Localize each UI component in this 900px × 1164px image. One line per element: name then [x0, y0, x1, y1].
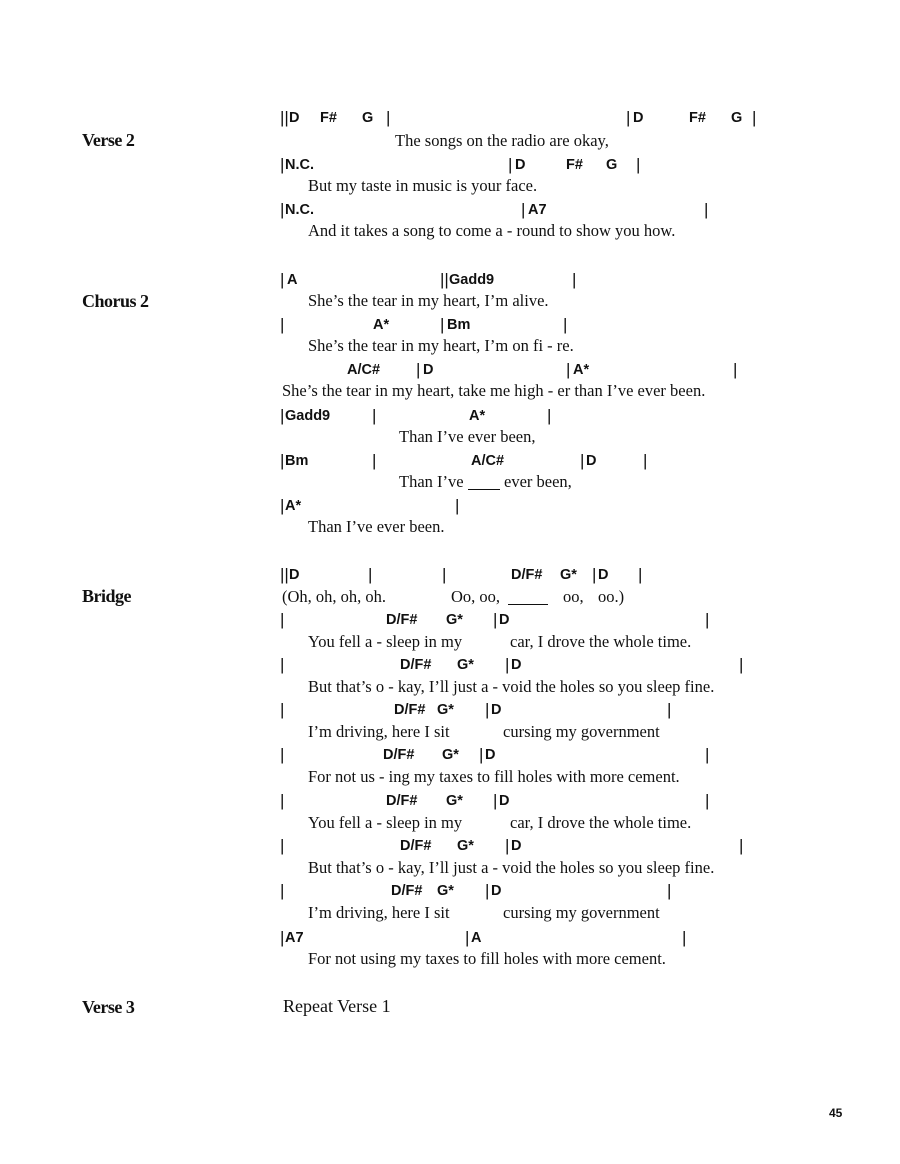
double-barline: ||: [280, 108, 289, 127]
chord: A7: [528, 202, 547, 218]
barline: |: [280, 745, 285, 764]
barline: |: [280, 700, 285, 719]
barline: |: [280, 155, 285, 174]
barline: |: [368, 565, 373, 584]
barline: |: [386, 108, 391, 127]
barline: |: [592, 565, 597, 584]
barline: |: [280, 315, 285, 334]
lyric-line: I’m driving, here I sit: [308, 722, 450, 741]
chord: D: [485, 747, 496, 763]
barline: |: [580, 451, 585, 470]
barline: |: [280, 406, 285, 425]
barline: |: [572, 270, 577, 289]
chord-line: [0, 657, 900, 677]
chord: D: [289, 567, 300, 583]
lyric-line: She’s the tear in my heart, I’m on fi - re.: [308, 336, 574, 355]
chord: D/F#: [391, 883, 423, 899]
barline: |: [440, 315, 445, 334]
lyric-line: car, I drove the whole time.: [510, 813, 692, 832]
section-label-verse-2: Verse 2: [82, 130, 135, 150]
lyric-line: Than I’ve ever been.: [308, 517, 445, 536]
barline: |: [485, 881, 490, 900]
chord-line: [0, 157, 900, 177]
melisma-line: [508, 604, 548, 605]
barline: |: [739, 655, 744, 674]
chord: A7: [285, 930, 304, 946]
chord: D: [511, 657, 522, 673]
barline: |: [493, 791, 498, 810]
chord: A/C#: [471, 453, 505, 469]
barline: |: [508, 155, 513, 174]
chord: G: [362, 110, 374, 126]
chord-line: [0, 747, 900, 767]
barline: |: [682, 928, 687, 947]
barline: |: [566, 360, 571, 379]
barline: |: [752, 108, 757, 127]
barline: |: [465, 928, 470, 947]
double-barline: ||: [280, 565, 289, 584]
chord: N.C.: [285, 157, 314, 173]
lyric-line: (Oh, oh, oh, oh.: [282, 587, 387, 606]
chord: D: [633, 110, 644, 126]
chord-line: [0, 498, 900, 518]
chord-line: [0, 702, 900, 722]
barline: |: [505, 836, 510, 855]
chord: A*: [285, 498, 302, 514]
lyric-line: Oo, oo,: [451, 587, 501, 606]
chord: A: [287, 272, 298, 288]
chord: D/F#: [394, 702, 426, 718]
barline: |: [505, 655, 510, 674]
chord: D/F#: [511, 567, 543, 583]
chord: Gadd9: [449, 272, 495, 288]
barline: |: [479, 745, 484, 764]
chord-line: [0, 272, 900, 292]
chord: G*: [437, 883, 454, 899]
barline: |: [626, 108, 631, 127]
barline: |: [739, 836, 744, 855]
chord: F#: [320, 110, 337, 126]
chord: G: [606, 157, 618, 173]
chord-line: [0, 317, 900, 337]
chord: D: [598, 567, 609, 583]
barline: |: [280, 451, 285, 470]
double-barline: ||: [440, 270, 449, 289]
barline: |: [638, 565, 643, 584]
barline: |: [280, 791, 285, 810]
lyric-line: oo,: [563, 587, 584, 606]
lyric-line: But that’s o - kay, I’ll just a - void the holes so you sleep fine.: [308, 677, 715, 696]
chord-line: [0, 883, 900, 903]
barline: |: [280, 496, 285, 515]
barline: |: [485, 700, 490, 719]
barline: |: [667, 881, 672, 900]
chord: N.C.: [285, 202, 314, 218]
chord: G*: [457, 657, 474, 673]
page-number: 45: [829, 1106, 843, 1120]
chord: G*: [457, 838, 474, 854]
section-label-bridge: Bridge: [82, 586, 131, 606]
lyric-line: But my taste in music is your face.: [308, 176, 538, 195]
barline: |: [521, 200, 526, 219]
chord: D: [491, 702, 502, 718]
barline: |: [733, 360, 738, 379]
lyric-line: cursing my government: [503, 903, 660, 922]
chord: G*: [437, 702, 454, 718]
chord: F#: [566, 157, 583, 173]
lyric-line: ever been,: [504, 472, 572, 491]
chord: Bm: [285, 453, 309, 469]
lyric-line: And it takes a song to come a - round to show you how.: [308, 221, 676, 240]
chord: A/C#: [347, 362, 381, 378]
barline: |: [563, 315, 568, 334]
lyric-line: She’s the tear in my heart, take me high - er than I’ve ever been.: [282, 381, 706, 400]
lyric-line: But that’s o - kay, I’ll just a - void the holes so you sleep fine.: [308, 858, 715, 877]
barline: |: [455, 496, 460, 515]
lyric-line: The songs on the radio are okay,: [395, 131, 609, 150]
chord: G*: [442, 747, 459, 763]
barline: |: [442, 565, 447, 584]
lyric-line: For not us - ing my taxes to fill holes with more cement.: [308, 767, 680, 786]
barline: |: [280, 928, 285, 947]
lyric-line: Than I’ve: [399, 472, 464, 491]
barline: |: [547, 406, 552, 425]
chord: D/F#: [400, 657, 432, 673]
barline: |: [705, 610, 710, 629]
chord: D: [511, 838, 522, 854]
chord-line: [0, 793, 900, 813]
repeat-instruction: Repeat Verse 1: [283, 996, 391, 1016]
chord: G*: [560, 567, 577, 583]
chord-line: [0, 612, 900, 632]
chord: G*: [446, 793, 463, 809]
melisma-line: [468, 489, 500, 490]
lyric-line: She’s the tear in my heart, I’m alive.: [308, 291, 549, 310]
chord: A*: [373, 317, 390, 333]
section-label-chorus-2: Chorus 2: [82, 291, 149, 311]
chord: G*: [446, 612, 463, 628]
chord: G: [731, 110, 743, 126]
chord: D: [499, 612, 510, 628]
lyric-line: I’m driving, here I sit: [308, 903, 450, 922]
chord: D: [423, 362, 434, 378]
chord-line: [0, 362, 900, 382]
chord: D: [289, 110, 300, 126]
chord: F#: [689, 110, 706, 126]
chord: D: [491, 883, 502, 899]
chord: D/F#: [383, 747, 415, 763]
lyric-line: For not using my taxes to fill holes with more cement.: [308, 949, 666, 968]
barline: |: [372, 451, 377, 470]
section-label-verse-3: Verse 3: [82, 997, 135, 1017]
chord: D/F#: [386, 612, 418, 628]
chord-line: [0, 202, 900, 222]
lyric-line: You fell a - sleep in my: [308, 813, 463, 832]
chord: A: [471, 930, 482, 946]
chord-line: [0, 453, 900, 473]
barline: |: [705, 791, 710, 810]
chord: D/F#: [386, 793, 418, 809]
barline: |: [280, 836, 285, 855]
chord: A*: [573, 362, 590, 378]
chord: A*: [469, 408, 486, 424]
chord: D/F#: [400, 838, 432, 854]
barline: |: [280, 200, 285, 219]
barline: |: [416, 360, 421, 379]
barline: |: [280, 610, 285, 629]
barline: |: [280, 655, 285, 674]
lyric-line: Than I’ve ever been,: [399, 427, 536, 446]
lyric-line: car, I drove the whole time.: [510, 632, 692, 651]
chord-line: [0, 930, 900, 950]
barline: |: [704, 200, 709, 219]
barline: |: [493, 610, 498, 629]
barline: |: [280, 881, 285, 900]
barline: |: [636, 155, 641, 174]
barline: |: [705, 745, 710, 764]
chord-line: [0, 567, 900, 587]
lyric-line: oo.): [598, 587, 625, 606]
barline: |: [372, 406, 377, 425]
barline: |: [667, 700, 672, 719]
barline: |: [280, 270, 285, 289]
chord-line: [0, 838, 900, 858]
lyric-line: You fell a - sleep in my: [308, 632, 463, 651]
chord: D: [499, 793, 510, 809]
lyric-line: cursing my government: [503, 722, 660, 741]
chord: Gadd9: [285, 408, 331, 424]
chord-line: [0, 408, 900, 428]
barline: |: [643, 451, 648, 470]
chord-line: [0, 110, 900, 130]
chord: Bm: [447, 317, 471, 333]
chord: D: [586, 453, 597, 469]
chord: D: [515, 157, 526, 173]
